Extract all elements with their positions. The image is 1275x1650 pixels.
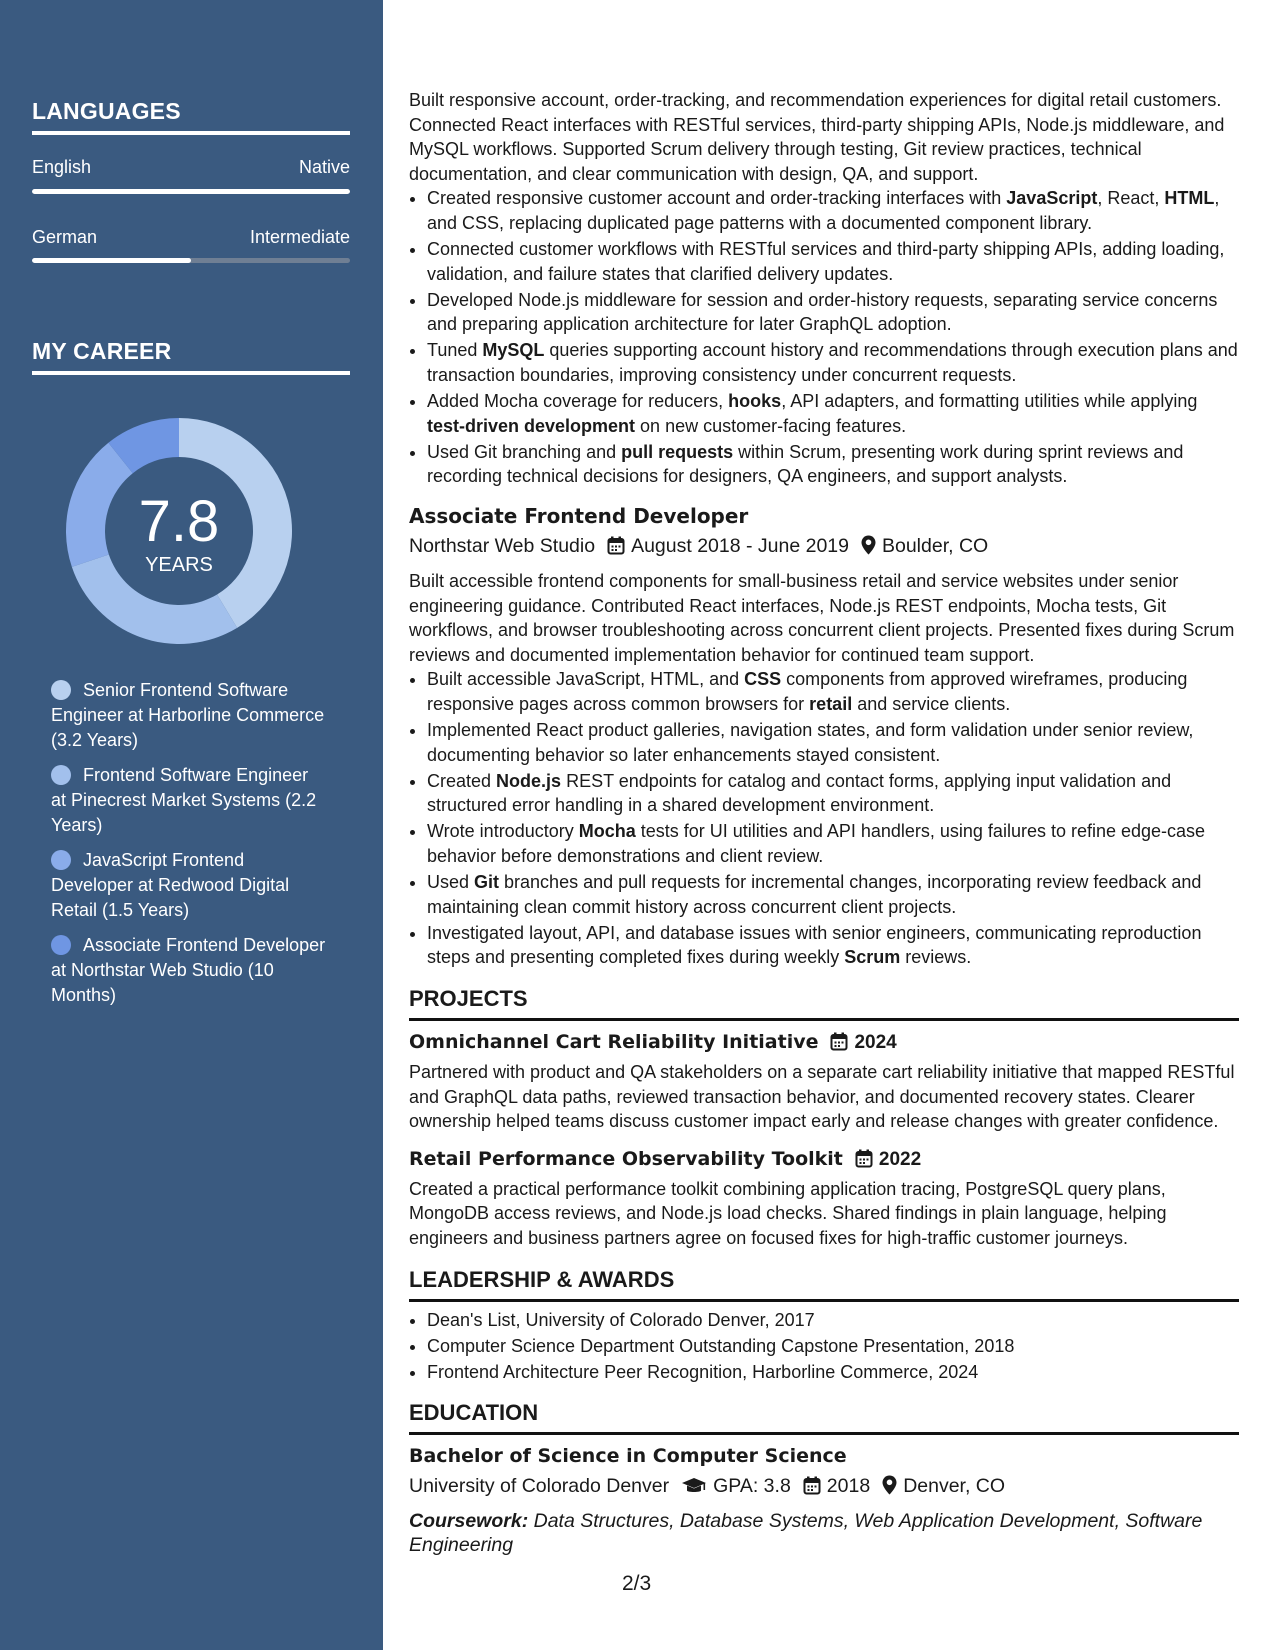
bullet-item: • Added Mocha coverage for reducers, hooks, API adapters, and formatting utilities while applying test-driven development on new customer-facing features.	[427, 389, 1239, 438]
project-name: Retail Performance Observability Toolkit	[409, 1147, 843, 1170]
page-number: 2/3	[622, 1572, 652, 1595]
project-year: 2024	[854, 1032, 897, 1053]
bullet-item: • Connected customer workflows with RESTful services and third-party shipping APIs, adding loading, validation, and failure states that clarified delivery updates.	[427, 237, 1239, 286]
career-total-value: 7.8	[138, 489, 220, 554]
career-legend	[51, 678, 326, 1018]
bullet-item: • Used Git branches and pull requests for incremental changes, incorporating review feedback and maintaining clean commit history across concurrent client projects.	[427, 870, 1239, 919]
career-legend-item	[51, 848, 326, 923]
legend-dot-icon	[51, 765, 71, 785]
sidebar	[0, 0, 383, 1650]
school-location: Denver, CO	[903, 1475, 1006, 1498]
language-name: English	[32, 157, 92, 177]
award-item: • Computer Science Department Outstanding Capstone Presentation, 2018	[427, 1334, 1239, 1359]
bullet-item: • Created responsive customer account and order-tracking interfaces with JavaScript, React, HTML, and CSS, replacing duplicated page patterns with a documented component library.	[427, 186, 1239, 235]
language-bar-fill	[32, 258, 191, 263]
bullet-item: • Used Git branching and pull requests within Scrum, presenting work during sprint reviews and recording technical decisions for designers, QA engineers, and support analysts.	[427, 440, 1239, 489]
calendar-icon	[803, 1474, 821, 1505]
projects-heading: PROJECTS	[409, 984, 1239, 1021]
job-meta	[409, 531, 1239, 565]
school-name: University of Colorado Denver	[409, 1475, 670, 1498]
calendar-icon	[607, 534, 625, 565]
languages-heading: LANGUAGES	[32, 98, 350, 135]
awards-list	[409, 1308, 1239, 1385]
career-item-label: Associate Frontend Developer at Northstar Web Studio (10 Months)	[51, 935, 326, 1005]
language-name: German	[32, 227, 98, 247]
project-description: Partnered with product and QA stakeholders on a separate cart reliability initiative that mapped RESTful and GraphQL data paths, reviewed transaction behavior, and documented recovery states. Clearer ownership helped teams discuss customer impact early and release changes with greater confidence.	[409, 1062, 1235, 1132]
career-item-label: Senior Frontend Software Engineer at Harborline Commerce (3.2 Years)	[51, 680, 325, 750]
career-legend-item	[51, 678, 326, 753]
project-title	[409, 1144, 1239, 1177]
career-item-label: Frontend Software Engineer at Pinecrest Market Systems (2.2 Years)	[51, 765, 317, 835]
career-donut-chart	[66, 418, 292, 644]
coursework	[409, 1509, 1239, 1557]
legend-dot-icon	[51, 935, 71, 955]
graduation-cap-icon	[681, 1474, 707, 1505]
legend-dot-icon	[51, 680, 71, 700]
language-level: Intermediate	[249, 227, 350, 247]
language-level: Native	[298, 157, 350, 177]
job-title: Associate Frontend Developer	[409, 504, 749, 528]
main-content	[409, 88, 1239, 1557]
language-row-english	[32, 157, 350, 178]
bullet-item: • Investigated layout, API, and database issues with senior engineers, communicating reproduction steps and presenting completed fixes during weekly Scrum reviews.	[427, 921, 1239, 970]
job-company: Northstar Web Studio	[409, 535, 596, 557]
gpa: GPA: 3.8	[713, 1475, 791, 1498]
career-item-label: JavaScript Frontend Developer at Redwood Digital Retail (1.5 Years)	[51, 850, 290, 920]
bullet-item: • Created Node.js REST endpoints for catalog and contact forms, applying input validation and structured error handling in a shared development environment.	[427, 769, 1239, 818]
bullet-item: • Developed Node.js middleware for session and order-history requests, separating service concerns and preparing application architecture for later GraphQL adoption.	[427, 288, 1239, 337]
career-total-unit: YEARS	[145, 554, 213, 576]
job-bullets	[409, 186, 1239, 489]
calendar-icon	[855, 1147, 873, 1177]
award-item: • Dean's List, University of Colorado Denver, 2017	[427, 1308, 1239, 1333]
language-bar-english	[32, 189, 350, 194]
bullet-item: • Tuned MySQL queries supporting account history and recommendations through execution plans and transaction boundaries, improving consistency under concurrent requests.	[427, 338, 1239, 387]
bullet-item: • Built accessible JavaScript, HTML, and CSS components from approved wireframes, producing responsive pages across common browsers for retail and service clients.	[427, 667, 1239, 716]
project-title	[409, 1027, 1239, 1060]
career-legend-item	[51, 933, 326, 1008]
career-heading: MY CAREER	[32, 338, 350, 375]
education-meta	[409, 1471, 1239, 1505]
bullet-item: • Wrote introductory Mocha tests for UI utilities and API handlers, using failures to refine edge-case behavior before demonstrations and client review.	[427, 819, 1239, 868]
job-location: Boulder, CO	[881, 535, 989, 557]
awards-heading: LEADERSHIP & AWARDS	[409, 1265, 1239, 1302]
language-row-german	[32, 227, 350, 248]
donut-segment	[66, 443, 133, 567]
award-item: • Frontend Architecture Peer Recognition, Harborline Commerce, 2024	[427, 1360, 1239, 1385]
education-heading: EDUCATION	[409, 1398, 1239, 1435]
language-bar-german	[32, 258, 350, 263]
job-summary: Built accessible frontend components for small-business retail and service websites under senior engineering guidance. Contributed React interfaces, Node.js REST endpoints, Mocha tests, Git workflows, and browser troubleshooting across concurrent client projects. Presented fixes during Scrum reviews and documented implementation behavior for continued team support.	[409, 571, 1235, 665]
location-pin-icon	[882, 1474, 897, 1505]
project-description: Created a practical performance toolkit combining application tracing, PostgreSQL query plans, MongoDB access reviews, and Node.js load checks. Shared findings in plain language, helping engineers and business partners agree on focused fixes for high-traffic customer journeys.	[409, 1178, 1167, 1248]
job-bullets	[409, 667, 1239, 970]
job-dates: August 2018 - June 2019	[631, 535, 849, 557]
coursework-label: Coursework:	[409, 1510, 529, 1533]
coursework-list: Data Structures, Database Systems, Web Application Development, Software Engineering	[409, 1510, 1203, 1557]
career-legend-item	[51, 763, 326, 838]
calendar-icon	[830, 1030, 848, 1060]
location-pin-icon	[861, 534, 876, 565]
job-summary: Built responsive account, order-tracking, and recommendation experiences for digital retail customers. Connected React interfaces with RESTful services, third-party shipping APIs, Node.js middleware, and MySQL workflows. Supported Scrum delivery through testing, Git review practices, technical documentation, and clear communication with design, QA, and support.	[409, 90, 1225, 184]
project-year: 2022	[878, 1148, 922, 1170]
degree-title: Bachelor of Science in Computer Science	[409, 1445, 847, 1468]
bullet-item: • Implemented React product galleries, navigation states, and form validation under senior review, documenting behavior so later enhancements stayed consistent.	[427, 718, 1239, 767]
project-name: Omnichannel Cart Reliability Initiative	[409, 1031, 819, 1053]
graduation-year: 2018	[826, 1475, 871, 1498]
legend-dot-icon	[51, 850, 71, 870]
language-bar-fill	[32, 189, 350, 194]
